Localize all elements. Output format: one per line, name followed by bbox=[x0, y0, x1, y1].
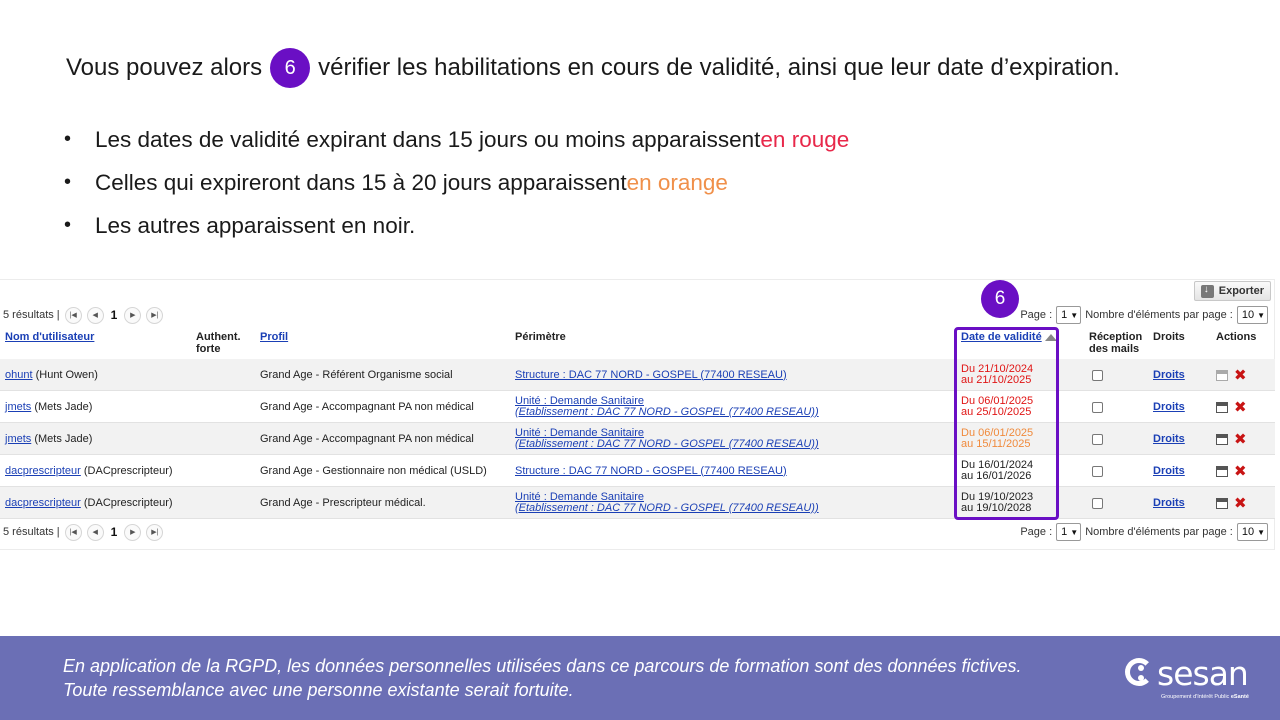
reception-cell bbox=[1092, 487, 1103, 519]
droits-cell bbox=[1153, 359, 1185, 391]
first-page-icon[interactable]: |◀ bbox=[65, 524, 82, 541]
page-select-value: 1 bbox=[1061, 526, 1068, 538]
perimetre-cell bbox=[515, 391, 819, 423]
column-header-auth-line1: Authent. bbox=[196, 331, 241, 343]
mail-reception-checkbox[interactable] bbox=[1092, 466, 1103, 477]
column-header-auth-line2: forte bbox=[196, 343, 221, 355]
perimetre-cell bbox=[515, 359, 787, 391]
user-fullname: (Hunt Owen) bbox=[35, 368, 98, 381]
profil-cell: Grand Age - Accompagnant PA non médical bbox=[260, 400, 474, 413]
profil-cell: Grand Age - Référent Organisme social bbox=[260, 368, 453, 381]
actions-cell bbox=[1216, 455, 1247, 487]
logo-wordmark: sesan bbox=[1157, 654, 1248, 693]
bullet-highlight-red: en rouge bbox=[760, 126, 850, 152]
footer-disclaimer bbox=[63, 654, 1022, 702]
chevron-down-icon: ▼ bbox=[1070, 310, 1079, 320]
username-cell bbox=[5, 423, 92, 455]
results-count: 5 résultats | bbox=[3, 526, 60, 538]
logo-tagline-a: Groupement d'Intérêt Public bbox=[1161, 694, 1231, 700]
prev-page-icon[interactable]: ◀ bbox=[87, 524, 104, 541]
calendar-icon[interactable] bbox=[1216, 498, 1228, 509]
username-cell bbox=[5, 455, 173, 487]
per-page-select-value: 10 bbox=[1241, 526, 1255, 538]
droits-cell bbox=[1153, 487, 1185, 519]
perimetre-sub-link[interactable]: (Etablissement : DAC 77 NORD - GOSPEL (77400 RESEAU)) bbox=[515, 502, 819, 514]
droits-cell bbox=[1153, 423, 1185, 455]
mail-reception-checkbox[interactable] bbox=[1092, 402, 1103, 413]
column-header-reception-line2: des mails bbox=[1089, 343, 1140, 355]
perimetre-link[interactable]: Structure : DAC 77 NORD - GOSPEL (77400 RESEAU) bbox=[515, 464, 787, 477]
per-page-select[interactable] bbox=[1237, 306, 1268, 324]
actions-cell bbox=[1216, 391, 1247, 423]
droits-cell bbox=[1153, 455, 1185, 487]
footer-line-2: Toute ressemblance avec une personne existante serait fortuite. bbox=[63, 680, 574, 700]
table-row bbox=[0, 423, 1275, 455]
validity-from: Du 16/01/2024 bbox=[961, 459, 1034, 471]
reception-cell bbox=[1092, 455, 1103, 487]
chevron-down-icon: ▼ bbox=[1257, 310, 1265, 320]
last-page-icon[interactable]: ▶| bbox=[146, 307, 163, 324]
column-header-profil[interactable]: Profil bbox=[260, 331, 289, 343]
droits-link[interactable]: Droits bbox=[1153, 496, 1185, 509]
perimetre-link[interactable]: Unité : Demande Sanitaire bbox=[515, 491, 645, 503]
validity-to: au 21/10/2025 bbox=[961, 374, 1032, 386]
perimetre-cell bbox=[515, 423, 819, 455]
pager-right-bottom bbox=[1020, 522, 1268, 542]
user-fullname: (DACprescripteur) bbox=[83, 496, 173, 509]
intro-sentence bbox=[66, 48, 1120, 88]
validity-column-highlight bbox=[954, 327, 1059, 520]
export-label: Exporter bbox=[1218, 285, 1264, 297]
perimetre-cell bbox=[515, 487, 819, 519]
page-select[interactable] bbox=[1056, 306, 1081, 324]
droits-link[interactable]: Droits bbox=[1153, 464, 1185, 477]
next-page-icon[interactable]: ▶ bbox=[124, 524, 141, 541]
actions-cell bbox=[1216, 359, 1247, 391]
user-fullname: (DACprescripteur) bbox=[83, 464, 173, 477]
table-row bbox=[0, 455, 1275, 487]
first-page-icon[interactable]: |◀ bbox=[65, 307, 82, 324]
validity-to: au 25/10/2025 bbox=[961, 406, 1032, 418]
actions-cell bbox=[1216, 423, 1247, 455]
bullet-dot-icon: • bbox=[64, 214, 72, 236]
reception-cell bbox=[1092, 423, 1103, 455]
delete-icon[interactable]: ✖ bbox=[1234, 398, 1247, 416]
bullet-dot-icon: • bbox=[64, 128, 72, 150]
user-fullname: (Mets Jade) bbox=[34, 432, 93, 445]
column-header-actions: Actions bbox=[1216, 331, 1257, 343]
bullet-text: Les autres apparaissent en noir. bbox=[95, 212, 416, 238]
droits-link[interactable]: Droits bbox=[1153, 368, 1185, 381]
column-header-username[interactable]: Nom d'utilisateur bbox=[5, 331, 95, 343]
page-select[interactable] bbox=[1056, 523, 1081, 541]
table-row bbox=[0, 359, 1275, 391]
reception-cell bbox=[1092, 359, 1103, 391]
page-label: Page : bbox=[1020, 309, 1053, 321]
mail-reception-checkbox[interactable] bbox=[1092, 434, 1103, 445]
step-number-badge: 6 bbox=[270, 48, 310, 88]
table-row bbox=[0, 391, 1275, 423]
pager-right-top bbox=[1020, 305, 1268, 325]
perimetre-sub-link[interactable]: (Etablissement : DAC 77 NORD - GOSPEL (77400 RESEAU)) bbox=[515, 438, 819, 450]
table-row bbox=[0, 487, 1275, 519]
perimetre-cell bbox=[515, 455, 787, 487]
actions-cell bbox=[1216, 487, 1247, 519]
column-header-auth bbox=[196, 331, 241, 355]
calendar-icon[interactable] bbox=[1216, 434, 1228, 445]
habilitations-panel bbox=[0, 279, 1275, 550]
logo-tagline bbox=[1161, 694, 1249, 700]
username-link[interactable]: jmets bbox=[5, 400, 32, 413]
reception-cell bbox=[1092, 391, 1103, 423]
pager-top bbox=[3, 305, 163, 325]
perimetre-link[interactable]: Unité : Demande Sanitaire bbox=[515, 395, 645, 407]
bullet-item bbox=[64, 118, 849, 161]
bullet-item bbox=[64, 204, 849, 247]
per-page-select[interactable] bbox=[1237, 523, 1268, 541]
per-page-label: Nombre d'éléments par page : bbox=[1085, 526, 1233, 538]
page-select-value: 1 bbox=[1061, 309, 1068, 321]
validity-from: Du 06/01/2025 bbox=[961, 427, 1034, 439]
intro-text-after: vérifier les habilitations en cours de validité, ainsi que leur date d’expiration. bbox=[318, 54, 1120, 81]
profil-cell: Grand Age - Gestionnaire non médical (USLD) bbox=[260, 464, 487, 477]
profil-cell: Grand Age - Prescripteur médical. bbox=[260, 496, 426, 509]
droits-link[interactable]: Droits bbox=[1153, 400, 1185, 413]
current-page: 1 bbox=[110, 308, 118, 322]
bullet-text: Les dates de validité expirant dans 15 jours ou moins apparaissent bbox=[95, 126, 761, 152]
validity-from: Du 06/01/2025 bbox=[961, 395, 1034, 407]
delete-icon[interactable]: ✖ bbox=[1234, 494, 1247, 512]
logo-tagline-b: eSanté bbox=[1230, 694, 1249, 700]
username-cell bbox=[5, 391, 92, 423]
calendar-icon[interactable] bbox=[1216, 370, 1228, 381]
column-header-droits: Droits bbox=[1153, 331, 1185, 343]
user-fullname: (Mets Jade) bbox=[34, 400, 93, 413]
mail-reception-checkbox[interactable] bbox=[1092, 370, 1103, 381]
username-link[interactable]: ohunt bbox=[5, 368, 33, 381]
bullet-item bbox=[64, 161, 849, 204]
delete-icon[interactable]: ✖ bbox=[1234, 430, 1247, 448]
export-button[interactable] bbox=[1194, 281, 1271, 301]
footer-banner bbox=[0, 636, 1280, 720]
logo-dot-icon bbox=[1138, 675, 1144, 681]
perimetre-link[interactable]: Structure : DAC 77 NORD - GOSPEL (77400 RESEAU) bbox=[515, 368, 787, 381]
logo-dot-icon bbox=[1138, 665, 1144, 671]
sesan-logo bbox=[1123, 654, 1253, 704]
validity-to: au 16/01/2026 bbox=[961, 470, 1032, 482]
perimetre-link[interactable]: Unité : Demande Sanitaire bbox=[515, 427, 645, 439]
username-link[interactable]: dacprescripteur bbox=[5, 464, 81, 477]
per-page-select-value: 10 bbox=[1241, 309, 1255, 321]
step-number-badge: 6 bbox=[981, 280, 1019, 318]
validity-to: au 15/11/2025 bbox=[961, 438, 1031, 450]
delete-icon[interactable]: ✖ bbox=[1234, 462, 1247, 480]
page-label: Page : bbox=[1020, 526, 1053, 538]
username-cell bbox=[5, 487, 173, 519]
username-cell bbox=[5, 359, 98, 391]
profil-cell: Grand Age - Accompagnant PA non médical bbox=[260, 432, 474, 445]
droits-link[interactable]: Droits bbox=[1153, 432, 1185, 445]
logo-ring-icon bbox=[1125, 658, 1153, 686]
intro-text-before: Vous pouvez alors bbox=[66, 54, 263, 81]
calendar-icon[interactable] bbox=[1216, 402, 1228, 413]
footer-line-1: En application de la RGPD, les données personnelles utilisées dans ce parcours de formation sont des données fictives. bbox=[63, 656, 1022, 676]
delete-icon[interactable]: ✖ bbox=[1234, 366, 1247, 384]
bullet-text: Celles qui expireront dans 15 à 20 jours apparaissent bbox=[95, 169, 627, 195]
column-header-reception-line1: Réception bbox=[1089, 331, 1143, 343]
perimetre-sub-link[interactable]: (Etablissement : DAC 77 NORD - GOSPEL (77400 RESEAU)) bbox=[515, 406, 819, 418]
last-page-icon[interactable]: ▶| bbox=[146, 524, 163, 541]
pager-bottom bbox=[3, 522, 163, 542]
mail-reception-checkbox[interactable] bbox=[1092, 498, 1103, 509]
username-link[interactable]: jmets bbox=[5, 432, 32, 445]
download-icon bbox=[1201, 285, 1214, 298]
column-header-validite[interactable]: Date de validité bbox=[961, 331, 1042, 343]
prev-page-icon[interactable]: ◀ bbox=[87, 307, 104, 324]
next-page-icon[interactable]: ▶ bbox=[124, 307, 141, 324]
calendar-icon[interactable] bbox=[1216, 466, 1228, 477]
column-header-perimetre: Périmètre bbox=[515, 331, 566, 343]
bullet-list bbox=[64, 118, 849, 247]
bullet-dot-icon: • bbox=[64, 171, 72, 193]
bullet-highlight-orange: en orange bbox=[626, 169, 728, 195]
column-header-reception bbox=[1089, 331, 1142, 355]
chevron-down-icon: ▼ bbox=[1070, 527, 1079, 537]
validity-from: Du 21/10/2024 bbox=[961, 363, 1034, 375]
results-count: 5 résultats | bbox=[3, 309, 60, 321]
validity-to: au 19/10/2028 bbox=[961, 502, 1032, 514]
droits-cell bbox=[1153, 391, 1185, 423]
current-page: 1 bbox=[110, 525, 118, 539]
chevron-down-icon: ▼ bbox=[1257, 527, 1265, 537]
username-link[interactable]: dacprescripteur bbox=[5, 496, 81, 509]
per-page-label: Nombre d'éléments par page : bbox=[1085, 309, 1233, 321]
validity-from: Du 19/10/2023 bbox=[961, 491, 1034, 503]
